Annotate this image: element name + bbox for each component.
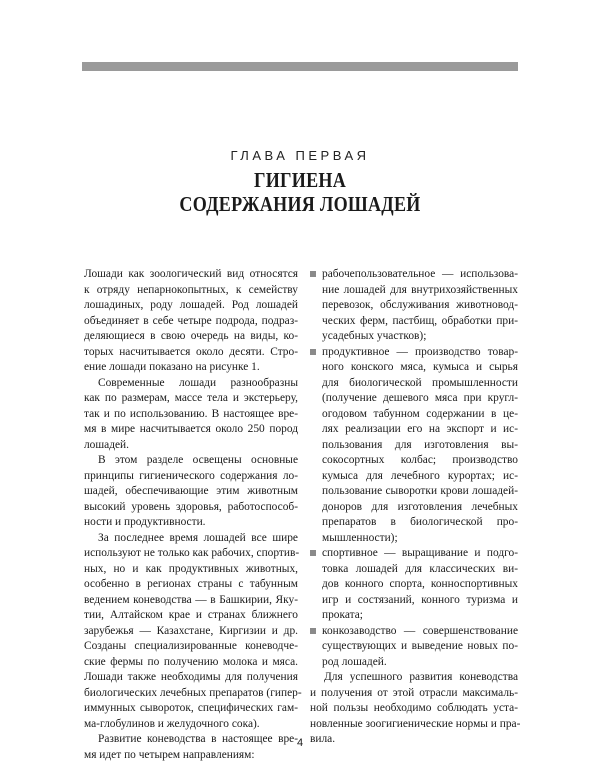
text-line: высокий уровень здоровья, работоспособ-	[84, 500, 298, 516]
text-line: ские фермы по получению молока и мяса.	[84, 655, 298, 671]
text-line: род лошадей.	[310, 655, 518, 671]
text-line: торых насчитывается около десяти. Стро-	[84, 345, 298, 361]
text-line: огодовом табунном содержании в це-	[310, 407, 518, 423]
square-bullet-icon	[310, 550, 316, 556]
text-line: биологических лечебных препаратов (гипер-	[84, 686, 298, 702]
text-line: новленные зоогигиенические нормы и пра-	[310, 717, 518, 733]
text-line: Развитие коневодства в настоящее вре-	[84, 732, 298, 748]
left-text-column	[84, 267, 298, 763]
text-line: так и по использованию. В настоящее вре-	[84, 407, 298, 423]
text-line: ческих ферм, пастбищ, обработки при-	[310, 314, 518, 330]
text-line: Лошади также необходимы для получения	[84, 670, 298, 686]
text-line: мышленности);	[310, 531, 518, 547]
text-line: иммунных сывороток, специфических гам-	[84, 701, 298, 717]
text-line: товка лошадей для классических ви-	[310, 562, 518, 578]
square-bullet-icon	[310, 349, 316, 355]
text-line: ма-глобулинов и желудочного сока).	[84, 717, 298, 733]
text-line: принципы гигиенического содержания ло-	[84, 469, 298, 485]
text-line: к отряду непарнокопытных, к семейству	[84, 283, 298, 299]
text-line: как по размерам, массе тела и экстерьеру,	[84, 391, 298, 407]
bullet-item-work	[310, 267, 518, 283]
text-line: лях реализации его на экспорт и ис-	[310, 422, 518, 438]
text-line: Современные лошади разнообразны	[84, 376, 298, 392]
text-line: ных, но и как продуктивных животных,	[84, 562, 298, 578]
text-line: ние лошадей для внутрихозяйственных	[310, 283, 518, 299]
chapter-title-line-1: ГИГИЕНА	[42, 168, 558, 192]
text-line: дов конного спорта, конноспортивных	[310, 577, 518, 593]
chapter-title	[42, 168, 558, 216]
text-line: Лошади как зоологический вид относятся	[84, 267, 298, 283]
text-line: объединяет в себе четыре подрода, подраз-	[84, 314, 298, 330]
text-line: Для успешного развития коневодства	[310, 670, 518, 686]
text-line: и получения от этой отрасли максималь-	[310, 686, 518, 702]
text-line: игр и состязаний, конного туризма и	[310, 593, 518, 609]
text-line: ведением коневодства — в Башкирии, Яку-	[84, 593, 298, 609]
chapter-title-line-2: СОДЕРЖАНИЯ ЛОШАДЕЙ	[42, 192, 558, 216]
text-line: усадебных участков);	[310, 329, 518, 345]
text-line: сокосортных колбас; производство	[310, 453, 518, 469]
text-line: лошадей.	[84, 438, 298, 454]
text-line: продуктивное — производство товар-	[322, 346, 518, 358]
bullet-item-productive	[310, 345, 518, 361]
top-decorative-bar	[82, 62, 518, 71]
right-text-column	[310, 267, 518, 748]
text-line: рабочепользовательное — использова-	[322, 268, 518, 280]
text-line: тии, Алтайском крае и странах ближнего	[84, 608, 298, 624]
text-line: ного конского мяса, кумыса и сырья	[310, 360, 518, 376]
text-line: (получение дешевого мяса при кругл-	[310, 391, 518, 407]
text-line: мя в мире насчитывается около 250 пород	[84, 422, 298, 438]
text-line: шадей, обеспечивающие этим животным	[84, 484, 298, 500]
text-line: спортивное — выращивание и подго-	[322, 547, 518, 559]
text-line: перевозок, обслуживания животновод-	[310, 298, 518, 314]
text-line: конкозаводство — совершенствование	[322, 625, 518, 637]
bullet-item-sport	[310, 546, 518, 562]
text-line: пользование сыворотки крови лошадей-	[310, 484, 518, 500]
text-line: особенно в регионах страны с табунным	[84, 577, 298, 593]
text-line: кумыса для лечебного курортах; ис-	[310, 469, 518, 485]
text-line: ности и продуктивности.	[84, 515, 298, 531]
text-line: ение лошади показано на рисунке 1.	[84, 360, 298, 376]
text-line: Созданы специализированные коневодче-	[84, 639, 298, 655]
text-line: За последнее время лошадей все шире	[84, 531, 298, 547]
text-line: ной пользы необходимо соблюдать уста-	[310, 701, 518, 717]
bullet-item-breeding	[310, 624, 518, 640]
text-line: доноров для изготовления лечебных	[310, 500, 518, 516]
square-bullet-icon	[310, 271, 316, 277]
page-number: 4	[0, 737, 600, 749]
text-line: мя идет по четырем направлениям:	[84, 748, 298, 763]
chapter-label: ГЛАВА ПЕРВАЯ	[0, 148, 600, 163]
text-line: для биологической промышленности	[310, 376, 518, 392]
text-line: пользования для изготовления вы-	[310, 438, 518, 454]
text-line: используют не только как рабочих, спортив-	[84, 546, 298, 562]
text-line: В этом разделе освещены основные	[84, 453, 298, 469]
square-bullet-icon	[310, 628, 316, 634]
text-line: существующих и выведение новых по-	[310, 639, 518, 655]
text-line: вила.	[310, 732, 518, 748]
text-line: зарубежья — Казахстане, Киргизии и др.	[84, 624, 298, 640]
text-line: проката;	[310, 608, 518, 624]
text-line: препаратов в биологической про-	[310, 515, 518, 531]
text-line: деляющиеся в свою очередь на виды, ко-	[84, 329, 298, 345]
text-line: лошадиных, роду лошадей. Род лошадей	[84, 298, 298, 314]
